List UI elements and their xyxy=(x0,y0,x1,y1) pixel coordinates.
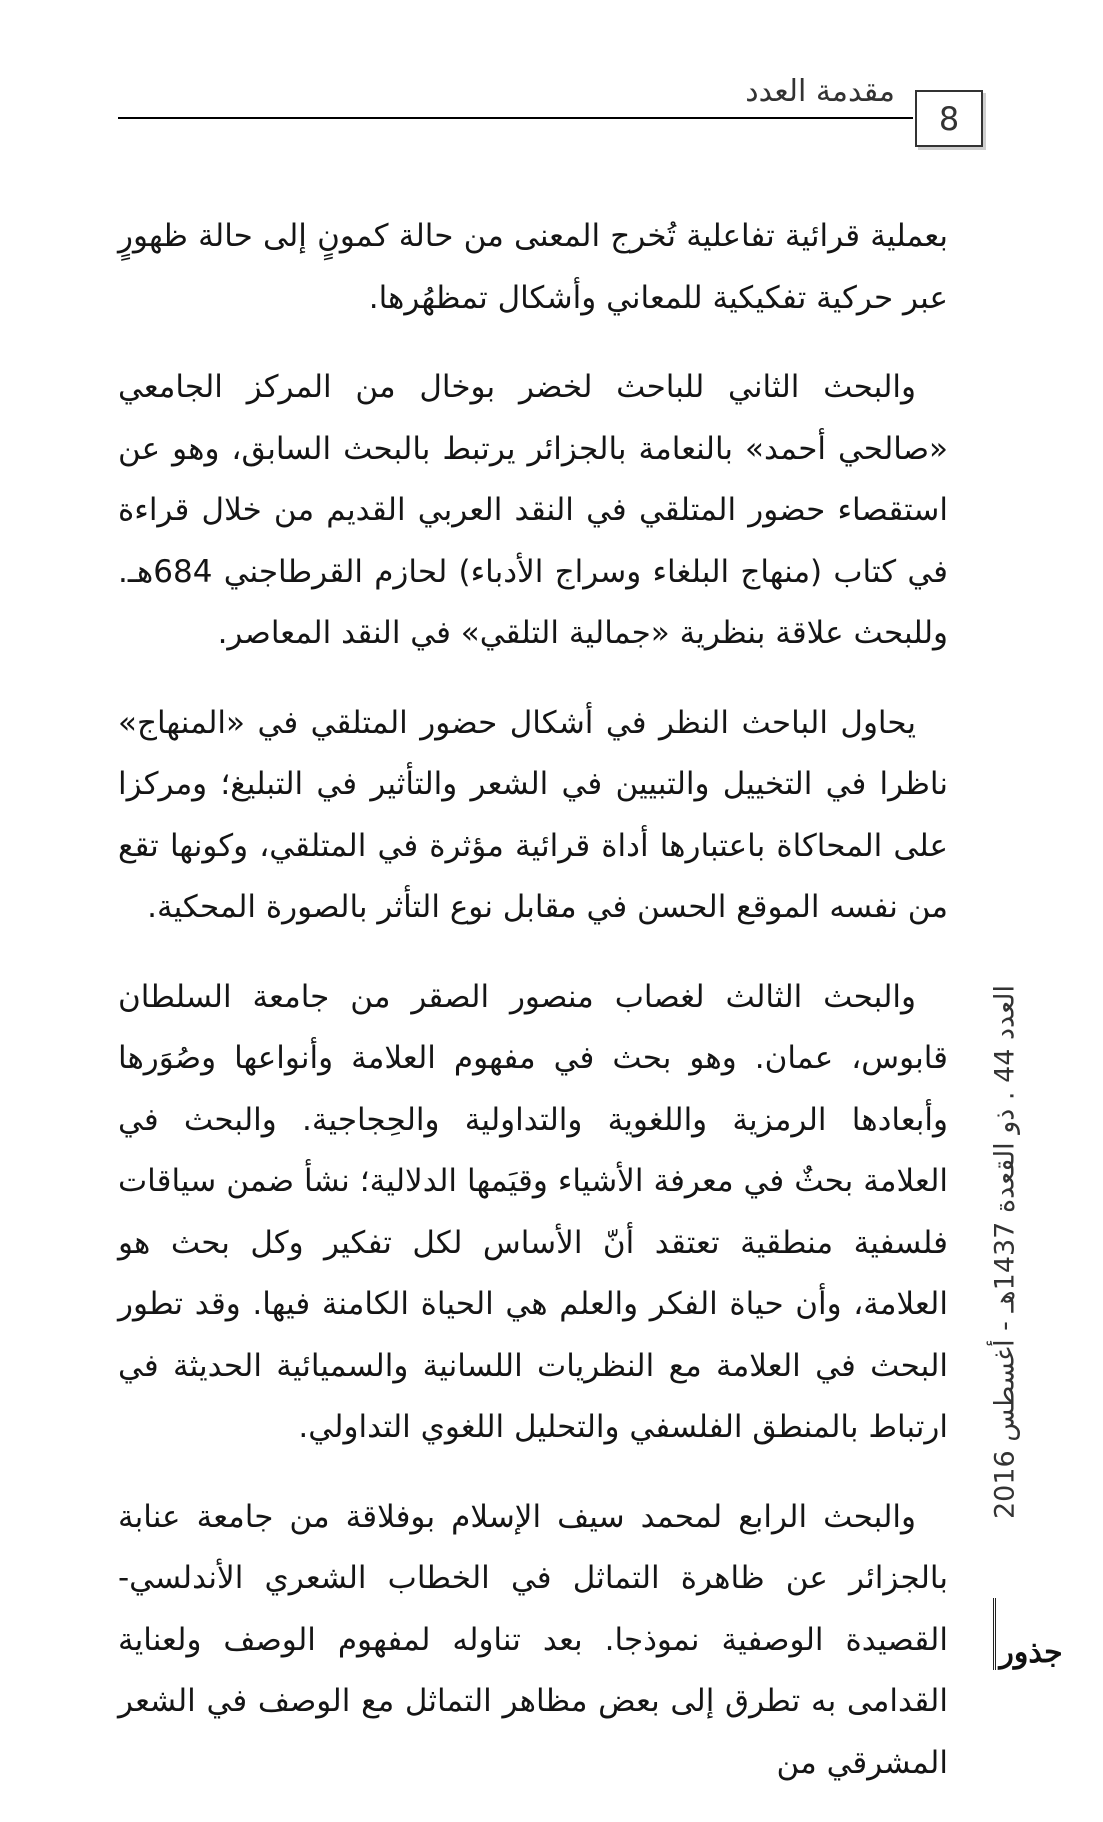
journal-logo-text: جذور xyxy=(999,1635,1063,1670)
paragraph: والبحث الثاني للباحث لخضر بوخال من المركز الجامعي «صالحي أحمد» بالنعامة بالجزائر يرتبط بالبحث السابق، وهو عن استقصاء حضور المتلقي في النقد العربي القديم من خلال قراءة في كتاب (منهاج البلغاء وسراج الأدباء) لحازم القرطاجني 684هـ. وللبحث علاقة بنظرية «جمالية التلقي» في النقد المعاصر. xyxy=(118,369,948,651)
paragraph: بعملية قرائية تفاعلية تُخرج المعنى من حالة كمونٍ إلى حالة ظهورٍ عبر حركية تفكيكية للمعاني وأشكال تمظهُرها. xyxy=(118,218,948,316)
page-number: 8 xyxy=(915,90,983,147)
paragraph: يحاول الباحث النظر في أشكال حضور المتلقي في «المنهاج» ناظرا في التخييل والتبيين في الشعر والتأثير في التبليغ؛ ومركزا على المحاكاة باعتبارها أداة قرائية مؤثرة في المتلقي، وكونها تقع من نفسه الموقع الحسن في مقابل نوع التأثر بالصورة المحكية. xyxy=(118,704,948,925)
page-header xyxy=(0,0,1103,160)
issue-sidebar xyxy=(960,985,1050,1605)
header-rule xyxy=(118,117,913,119)
issue-info: العدد 44 . ذو القعدة 1437هـ - أغسطس 2016 xyxy=(989,985,1021,1519)
article-body xyxy=(118,206,948,1822)
section-title: مقدمة العدد xyxy=(745,74,895,109)
journal-logo xyxy=(993,1598,1062,1670)
paragraph: والبحث الثالث لغصاب منصور الصقر من جامعة السلطان قابوس، عمان. وهو بحث في مفهوم العلامة وأنواعها وصُوَرها وأبعادها الرمزية واللغوية والتداولية والحِجاجية. والبحث في العلامة بحثٌ في معرفة الأشياء وقيَمها الدلالية؛ نشأ ضمن سياقات فلسفية منطقية تعتقد أنّ الأساس لكل تفكير وكل بحث هو العلامة، وأن حياة الفكر والعلم هي الحياة الكامنة فيها. وقد تطور البحث في العلامة مع النظريات اللسانية والسميائية الحديثة في ارتباط بالمنطق الفلسفي والتحليل اللغوي التداولي. xyxy=(118,978,948,1445)
paragraph: والبحث الرابع لمحمد سيف الإسلام بوفلاقة من جامعة عنابة بالجزائر عن ظاهرة التماثل في الخطاب الشعري الأندلسي- القصيدة الوصفية نموذجا. بعد تناوله لمفهوم الوصف ولعناية القدامى به تطرق إلى بعض مظاهر التماثل مع الوصف في الشعر المشرقي من xyxy=(118,1498,948,1781)
